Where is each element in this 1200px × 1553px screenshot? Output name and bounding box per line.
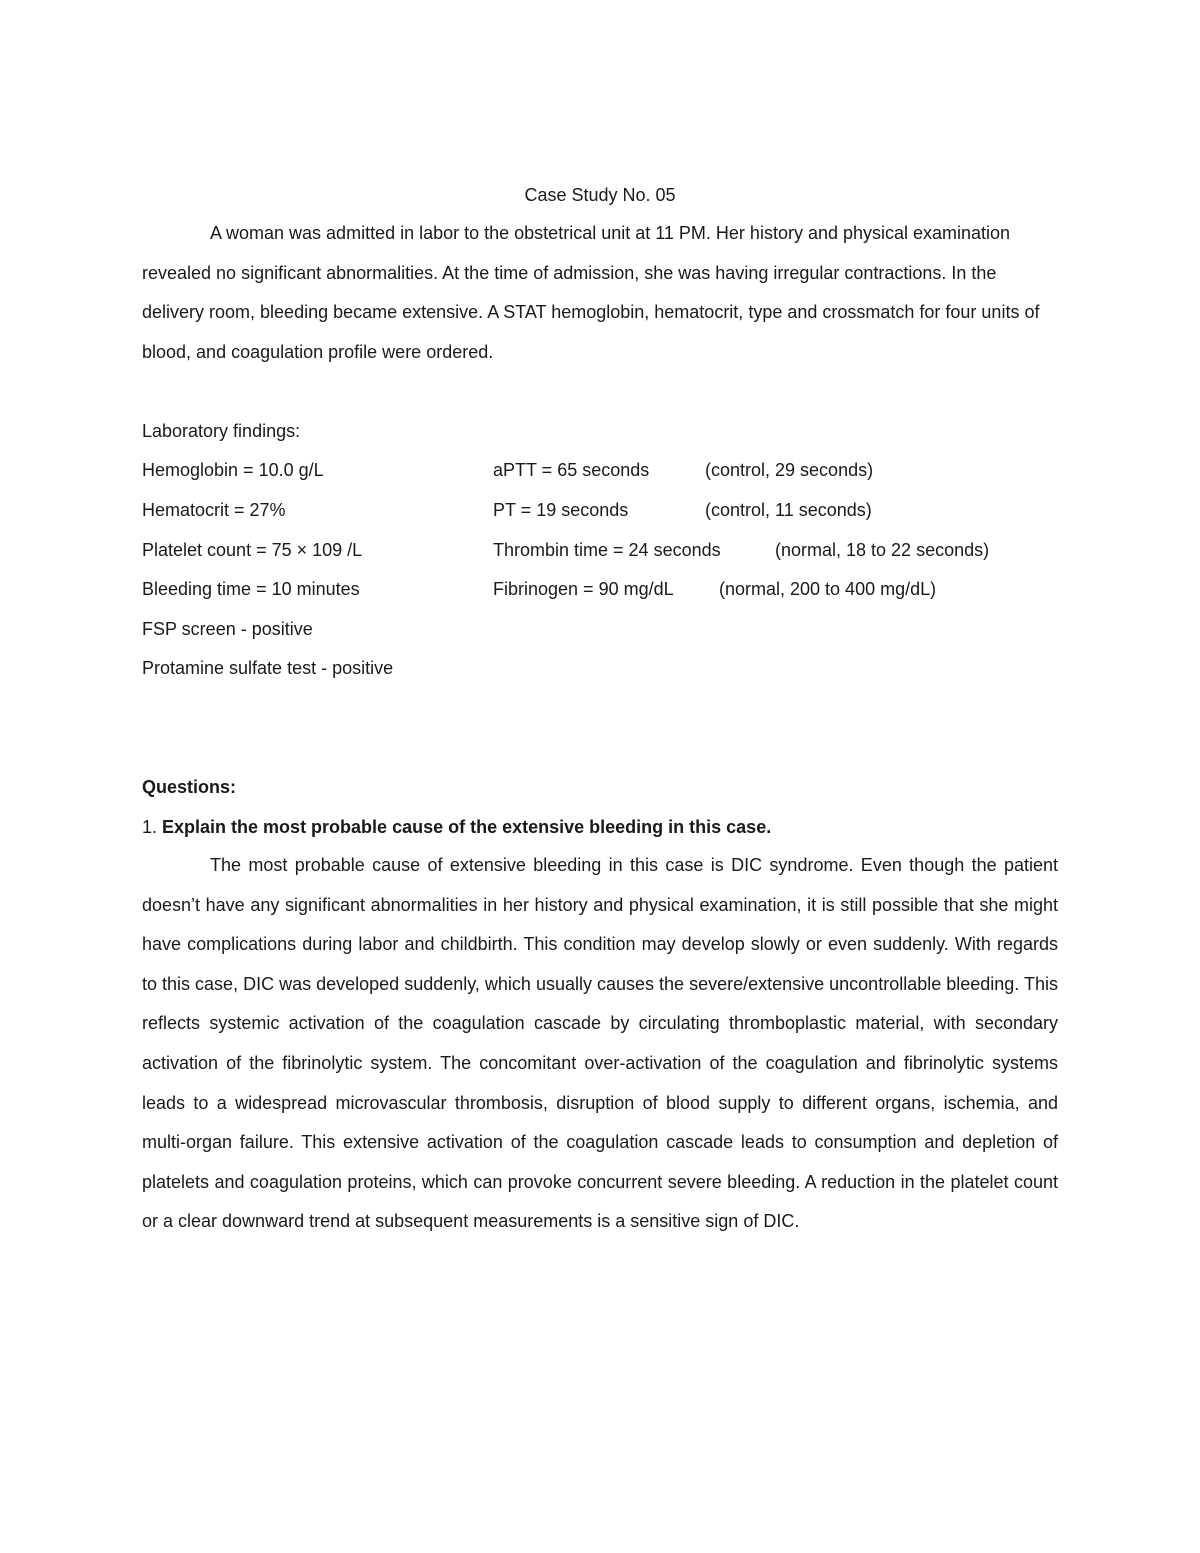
lab-row: [142, 498, 1058, 522]
lab-fsp-screen: FSP screen - positive: [142, 619, 313, 639]
lab-row: [142, 458, 1058, 482]
question-1: [142, 815, 771, 839]
lab-platelet-count: Platelet count = 75 × 109 /L: [142, 540, 363, 560]
document-title: Case Study No. 05: [524, 185, 676, 205]
lab-pt-control: (control, 11 seconds): [705, 500, 872, 520]
lab-thrombin-time-normal: (normal, 18 to 22 seconds): [775, 540, 990, 560]
lab-hematocrit: Hematocrit = 27%: [142, 500, 286, 520]
lab-row: [142, 617, 1058, 641]
lab-findings-heading: Laboratory findings:: [142, 421, 301, 441]
lab-row: [142, 538, 1058, 562]
lab-aptt: aPTT = 65 seconds: [493, 460, 650, 480]
question-1-text: Explain the most probable cause of the extensive bleeding in this case.: [162, 817, 772, 837]
lab-fibrinogen-normal: (normal, 200 to 400 mg/dL): [719, 579, 937, 599]
question-1-number: 1.: [142, 817, 158, 837]
lab-bleeding-time: Bleeding time = 10 minutes: [142, 579, 360, 599]
lab-protamine-sulfate: Protamine sulfate test - positive: [142, 658, 394, 678]
lab-pt: PT = 19 seconds: [493, 500, 629, 520]
lab-thrombin-time: Thrombin time = 24 seconds: [493, 540, 721, 560]
lab-aptt-control: (control, 29 seconds): [705, 460, 874, 480]
lab-row: [142, 577, 1058, 601]
lab-hemoglobin: Hemoglobin = 10.0 g/L: [142, 460, 324, 480]
answer-1: The most probable cause of extensive bleeding in this case is DIC syndrome. Even though the patient doesn’t have any significant abnormalities in her history and physical examination, it is still possible that she might have complications during labor and childbirth. This condition may develop slowly or even suddenly. With regards to this case, DIC was developed suddenly, which usually causes the severe/extensive uncontrollable bleeding. This reflects systemic activation of the coagulation cascade by circulating thromboplastic material, with secondary activation of the fibrinolytic system. The concomitant over-activation of the coagulation and fibrinolytic systems leads to a widespread microvascular thrombosis, disruption of blood supply to different organs, ischemia, and multi-organ failure. This extensive activation of the coagulation cascade leads to consumption and depletion of platelets and coagulation proteins, which can provoke concurrent severe bleeding. A reduction in the platelet count or a clear downward trend at subsequent measurements is a sensitive sign of DIC.: [142, 855, 1058, 1232]
questions-heading: Questions:: [142, 777, 237, 797]
case-description: A woman was admitted in labor to the obstetrical unit at 11 PM. Her history and physical examination revealed no significant abnormalities. At the time of admission, she was having irregular contractions. In the delivery room, bleeding became extensive. A STAT hemoglobin, hematocrit, type and crossmatch for four units of blood, and coagulation profile were ordered.: [142, 223, 1040, 362]
lab-fibrinogen: Fibrinogen = 90 mg/dL: [493, 579, 674, 599]
lab-row: [142, 656, 1058, 680]
